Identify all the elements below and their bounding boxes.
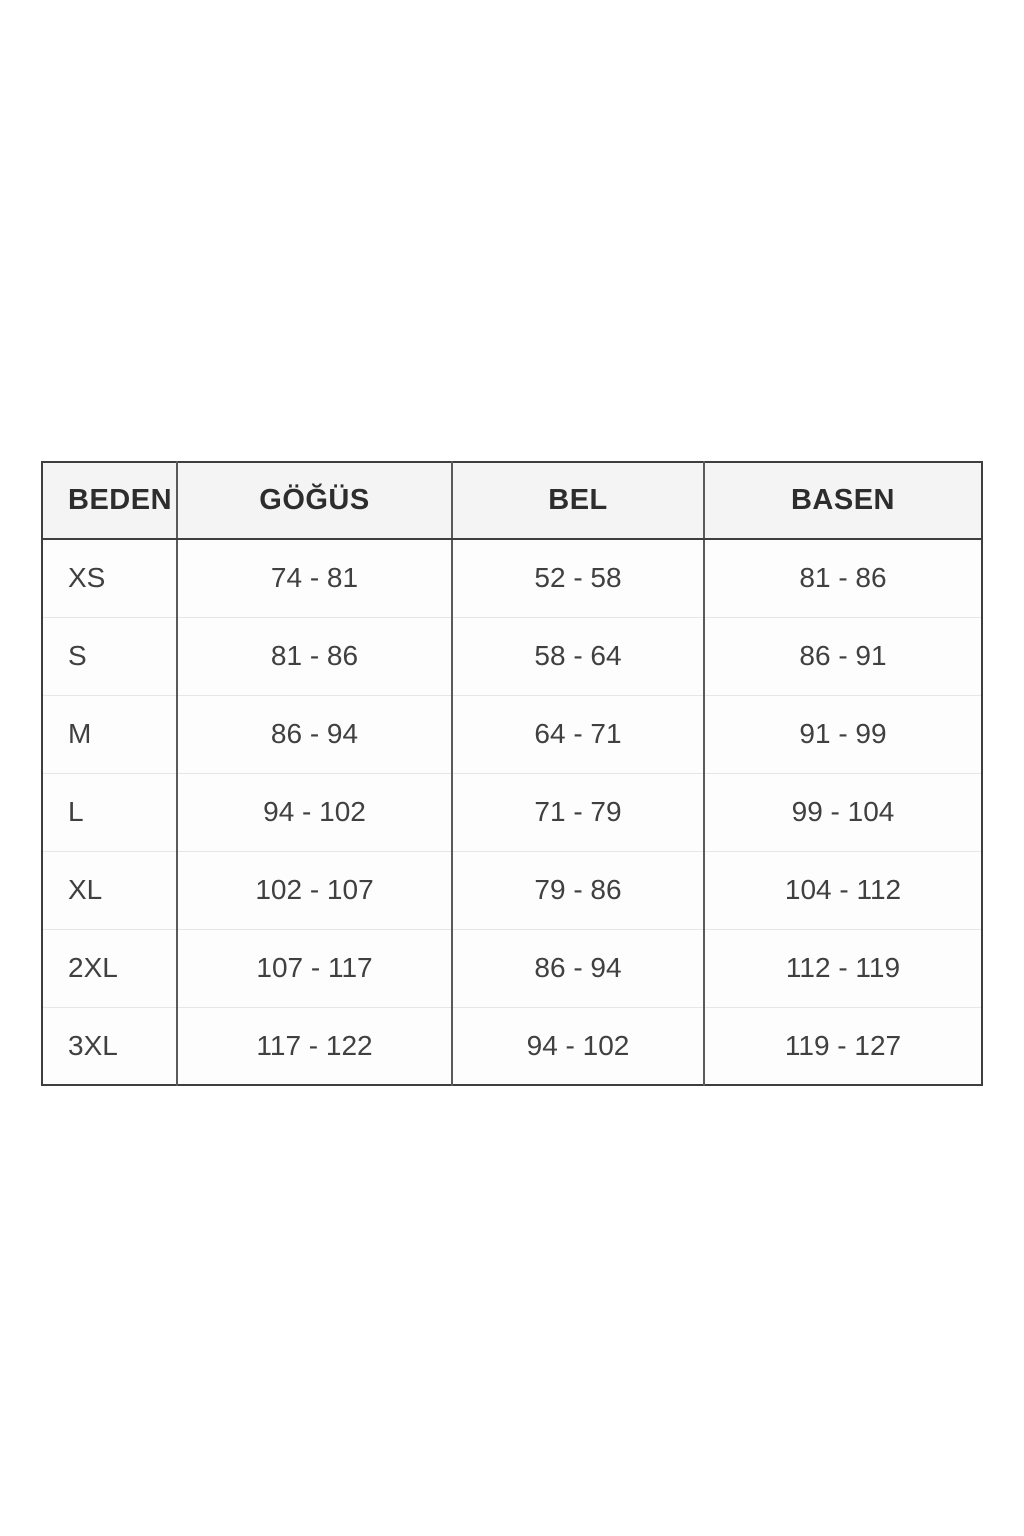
size-cell: 3XL bbox=[42, 1007, 177, 1085]
size-chart-container bbox=[41, 461, 981, 1086]
chest-cell: 94 - 102 bbox=[177, 773, 452, 851]
size-chart-table bbox=[41, 461, 983, 1086]
chest-cell: 102 - 107 bbox=[177, 851, 452, 929]
column-header-waist: BEL bbox=[452, 462, 704, 539]
chest-cell: 74 - 81 bbox=[177, 539, 452, 617]
hips-cell: 119 - 127 bbox=[704, 1007, 982, 1085]
header-row bbox=[42, 462, 982, 539]
waist-cell: 71 - 79 bbox=[452, 773, 704, 851]
hips-cell: 81 - 86 bbox=[704, 539, 982, 617]
table-row bbox=[42, 929, 982, 1007]
hips-cell: 99 - 104 bbox=[704, 773, 982, 851]
size-cell: 2XL bbox=[42, 929, 177, 1007]
column-header-chest: GÖĞÜS bbox=[177, 462, 452, 539]
waist-cell: 58 - 64 bbox=[452, 617, 704, 695]
waist-cell: 52 - 58 bbox=[452, 539, 704, 617]
size-cell: L bbox=[42, 773, 177, 851]
waist-cell: 94 - 102 bbox=[452, 1007, 704, 1085]
size-cell: M bbox=[42, 695, 177, 773]
hips-cell: 86 - 91 bbox=[704, 617, 982, 695]
column-header-hips: BASEN bbox=[704, 462, 982, 539]
hips-cell: 112 - 119 bbox=[704, 929, 982, 1007]
waist-cell: 64 - 71 bbox=[452, 695, 704, 773]
table-row bbox=[42, 773, 982, 851]
chest-cell: 117 - 122 bbox=[177, 1007, 452, 1085]
hips-cell: 91 - 99 bbox=[704, 695, 982, 773]
waist-cell: 86 - 94 bbox=[452, 929, 704, 1007]
table-row bbox=[42, 1007, 982, 1085]
size-cell: XL bbox=[42, 851, 177, 929]
hips-cell: 104 - 112 bbox=[704, 851, 982, 929]
size-cell: XS bbox=[42, 539, 177, 617]
chest-cell: 86 - 94 bbox=[177, 695, 452, 773]
table-row bbox=[42, 695, 982, 773]
waist-cell: 79 - 86 bbox=[452, 851, 704, 929]
column-header-size: BEDEN bbox=[42, 462, 177, 539]
chest-cell: 107 - 117 bbox=[177, 929, 452, 1007]
table-row bbox=[42, 617, 982, 695]
size-cell: S bbox=[42, 617, 177, 695]
chest-cell: 81 - 86 bbox=[177, 617, 452, 695]
table-row bbox=[42, 851, 982, 929]
table-row bbox=[42, 539, 982, 617]
